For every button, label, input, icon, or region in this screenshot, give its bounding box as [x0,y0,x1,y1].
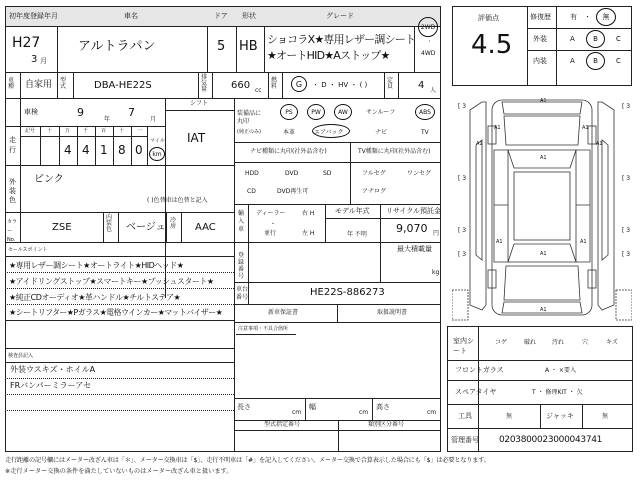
exterior-b-circle [586,30,605,48]
chassis-value: HE22S-886273 [310,287,385,298]
width-unit: cm [359,409,369,416]
equipment-label: 装備品に丸印 [237,110,262,125]
length-unit: cm [292,409,302,416]
pw-circle [307,104,325,120]
yen-unit: 円 [433,230,440,237]
damage-mark: A1 [580,239,587,245]
color-code: ZSE [52,222,72,233]
door-label: ドア [214,12,228,20]
damage-mark: A1 [494,125,501,131]
equipment-sub: (純正のみ) [237,129,261,135]
body-outline [492,100,592,315]
repair-no-circle [596,8,616,26]
spare-value: T ・ 修理KIT ・ 欠 [532,389,583,396]
interior-a: A [570,57,575,65]
car-name: アルトラパン [78,39,156,54]
color-label: 外装色 [9,178,16,204]
km-unit: km [152,150,162,158]
jack-label: ジャッキ [546,412,574,420]
recycle-value: 9,070 [396,222,428,235]
length-label: 長さ [237,403,251,411]
car-diagram [452,90,632,325]
seat-item-4: 穴 [582,339,589,346]
mileage-digit-5: 0 [135,143,143,157]
mileage-label: 走行 [9,136,16,154]
grade-line-2: ★オートHID★Aストップ★ [267,49,390,62]
repair-label: 修復歴 [530,13,551,21]
hood [504,116,580,145]
shift-label: シフト [190,100,209,107]
interior-label: 内装 [533,57,547,65]
digit-label-5: 十 [119,128,125,134]
roof [514,172,570,240]
car-name-label: 車名 [124,12,138,20]
mgmt-label: 管理番号 [451,436,479,444]
reg-month-unit: 月 [40,57,47,65]
fuel-label: 燃料 [271,77,278,90]
tv-fullseg: フルセグ [362,170,386,177]
spare-box-right [616,290,632,320]
damage-mark: [ 3 [458,103,467,110]
damage-mark: A1 [540,155,547,161]
grade-label: グレード [326,12,354,20]
score-value: 4.5 [471,30,513,60]
abs-circle [415,104,435,120]
displacement-value: 660 [231,80,251,91]
exterior-c: C [616,35,621,43]
right-windows [602,140,608,260]
inspector-label: 検査員記入 [8,353,34,359]
sales-points-label: セールスポイント [8,247,48,253]
km-circle [149,147,165,161]
reg-month: 3 [31,54,38,65]
import-label: 輸入車 [238,210,245,233]
seat-item-3: 汚れ [552,339,565,346]
mgmt-value: 0203800023000043741 [499,435,603,445]
left-windows [476,140,482,260]
color-no-label: カラーNo. [7,219,18,243]
airbag-label: エアバック [314,129,344,136]
seat-item-5: キズ [606,339,618,346]
body-label: 形状 [242,12,256,20]
fuel-options: ・ D ・ HV ・ ( ) [312,81,368,89]
interior-color: ベージュ [126,222,166,233]
damage-mark: [ 3 [458,251,467,258]
reg-year-label: 初年度登録年月 [9,12,58,20]
abs-label: ABS [419,108,431,116]
type-number-label: 型式指定番号 [264,421,301,428]
spare-label: スペアタイヤ [455,388,497,396]
digit-label-0: 記号 [25,128,36,134]
digit-label-1: 十 [47,128,53,134]
inspector-line-2: FRバンパーミラーアセ [10,381,92,390]
mileage-digit-3: 1 [100,143,108,157]
spare-box [452,290,468,320]
seat-label: 室内シート [453,337,474,355]
inspection-year-unit: 年 [104,116,111,123]
model-value: DBA-HE22S [94,80,152,91]
damage-mark: A1 [540,98,547,104]
interior-c: C [616,57,621,65]
mile-unit: マイル [150,138,165,144]
mileage-digit-2: 4 [82,143,90,157]
doors: 5 [217,39,226,54]
recycle-label: リサイクル預託金 [386,207,442,215]
drive-4wd: 4WD [421,50,436,57]
jack-value: 無 [602,413,609,420]
damage-mark: [ 3 [458,175,467,182]
cc-unit: cc [255,87,262,94]
color-note: ( )色替車は色替と記入 [147,197,208,204]
seat-item-2: 破れ [524,339,537,346]
registration-label: 登録番号 [238,252,245,280]
manual-label: 取扱説明書 [377,309,408,316]
height-unit: cm [427,409,437,416]
sales-point-3: ★純正CDオーディオ★革ハンドル★チルトステア★ [9,293,181,302]
digit-label-4: 百 [101,128,107,134]
mileage-digit-4: 8 [118,143,126,157]
ps-circle [280,104,298,120]
navi-title: ナビ種類に丸印(社外品含む) [250,148,327,155]
grade-line-1: ショコラX★専用レザー調シート [267,33,416,46]
right-side-view [598,102,614,310]
inspection-label: 車検 [24,108,38,116]
max-load-label: 最大積載量 [397,245,432,253]
interior-b-circle [586,52,605,70]
capacity-label: 定員 [387,77,394,90]
exterior-b: B [593,35,598,43]
mileage-digit-1: 4 [64,143,72,157]
displacement-label: 排気量 [201,74,208,93]
fuel-g: G [295,79,303,89]
inspection-year: 9 [77,106,84,119]
exterior-a: A [570,35,575,43]
sales-point-2: ★アイドリングストップ★スマートキー★プッシュスタート★ [9,277,214,286]
fuel-g-circle [291,76,307,92]
inspector-line-1: 外装ウスキズ・ホイルA [10,365,96,374]
ac-label: 冷房 [170,217,177,230]
height-label: 高さ [376,403,390,411]
interior-b: B [593,57,598,65]
tv-title: TV種類に丸印(社外品含む) [358,148,431,155]
capacity-value: 4 [418,80,425,91]
color-value: ピンク [34,174,64,185]
footer-line-2: ※走行メーター交換の条件を満たしていないものはメーター改ざん車と扱います。 [5,468,233,475]
digit-label-6: 一 [137,128,143,134]
airbag-circle [312,124,350,138]
damage-mark: [ 3 [458,227,467,234]
ps-label: PS [285,108,293,116]
tools-value: 無 [506,413,513,420]
seat-item-1: コゲ [495,339,508,346]
model-year-label: モデル年式 [335,207,370,215]
aw-circle [334,104,352,120]
digit-label-2: 万 [65,128,71,134]
import-parallel: 並行 [264,230,277,237]
damage-mark: A1 [496,239,503,245]
sales-point-1: ★専用レザー調シート★オートライト★HIDヘッド★ [9,261,184,270]
import-right: 右 H [302,210,315,217]
left-doors [494,150,508,262]
drive-dot: ・ [427,39,433,45]
damage-mark: A1 [476,141,483,147]
navi-sd: SD [323,170,332,177]
width-label: 幅 [309,403,316,411]
drive-2wd: 2WD [420,23,436,31]
exterior-label: 外装 [533,35,547,43]
sunroof-label: サンルーフ [366,109,396,116]
chassis-label: 車台番号 [236,286,249,301]
class-number-label: 類別区分番号 [368,421,405,428]
use-value: 自家用 [25,80,53,90]
tv-label: TV [421,129,429,136]
leather-label: 本革 [283,129,296,136]
damage-mark: A1 [540,307,547,313]
drive-2wd-circle [418,17,438,37]
model-year-value: 年 不明 [347,231,367,238]
navi-hdd: HDD [245,170,259,177]
navi-label: ナビ [375,129,388,136]
aw-label: AW [338,108,348,116]
repair-no: 無 [602,13,610,21]
notes-label: 注意事項・不具合箇所 [238,326,289,332]
digit-label-3: 千 [83,128,89,134]
tv-analog: アナログ [362,188,387,195]
model-label: 型式 [60,77,67,90]
tv-oneseg: ワンセグ [407,170,432,177]
glass-label: フロントガラス [455,366,504,374]
left-side-view [470,102,486,310]
rear-gate [504,266,580,300]
pw-label: PW [311,108,321,116]
ac-value: AAC [195,222,216,233]
navi-cd: CD [247,188,256,195]
navi-dvd-play: DVD再生可 [277,188,309,195]
damage-mark: [ 3 [622,175,631,182]
damage-mark: A1 [540,251,547,257]
damage-mark: [ 3 [622,103,631,110]
inspection-month: 7 [128,106,135,119]
damage-mark: A1 [582,125,589,131]
navi-dvd: DVD [285,170,299,177]
import-dealer: ディーラー [256,210,286,217]
glass-value: A ・ ×要入 [545,367,576,374]
repair-yes: 有 [570,13,577,21]
tools-label: 工具 [458,412,472,420]
kg-unit: kg [432,269,440,276]
sales-point-4: ★シートリフター★Pガラス★電格ウインカー★マットバイザー★ [9,308,223,317]
interior-color-label: 内装色 [106,214,113,233]
person-unit: 人 [430,87,437,94]
damage-mark: A1 [596,141,603,147]
import-left: 左 H [302,230,315,237]
inspection-month-unit: 月 [150,116,157,123]
right-doors [576,150,590,262]
use-label: 車種 [8,77,15,90]
reg-year: H27 [12,35,41,51]
shift-value: IAT [187,131,206,145]
damage-mark: [ 3 [622,251,631,258]
body-type: HB [239,39,258,54]
warranty-label: 新車保証書 [268,309,299,316]
score-label: 評価点 [478,14,499,22]
footer-line-1: 走行距離の記号欄にはメーター改ざん車は「＊」、メーター交換車は「$」、走行不明車は「#」を記入してください。メーター交換で合算表示した場合にも「$」は必要となります。 [5,457,490,464]
damage-mark: [ 3 [622,227,631,234]
